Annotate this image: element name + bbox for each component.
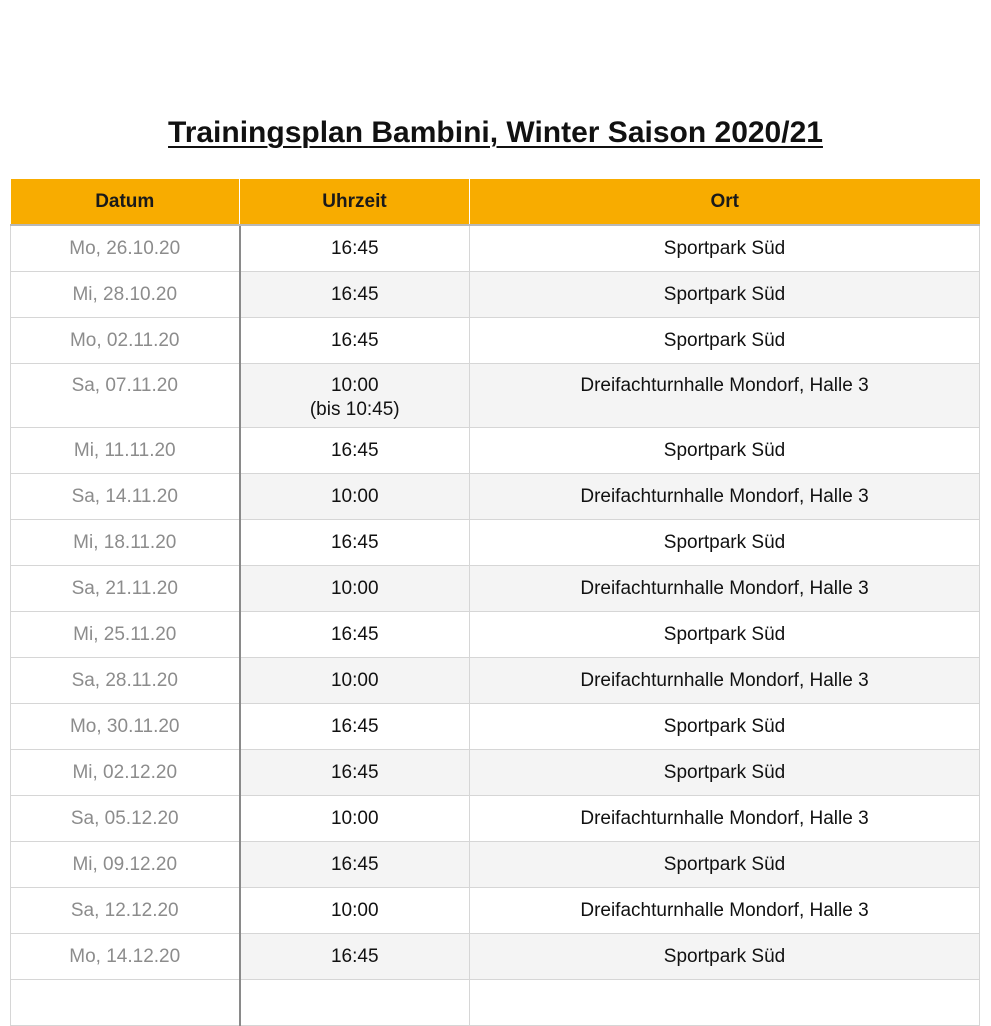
date-cell: Mi, 18.11.20 <box>11 520 240 566</box>
place-cell: Sportpark Süd <box>470 520 980 566</box>
date-cell: Mo, 02.11.20 <box>11 318 240 364</box>
time-cell: 16:45 <box>240 842 470 888</box>
table-header <box>11 179 980 225</box>
table-row <box>11 612 980 658</box>
time-cell <box>240 980 470 1026</box>
table-row <box>11 225 980 272</box>
date-cell: Sa, 05.12.20 <box>11 796 240 842</box>
place-cell: Sportpark Süd <box>470 225 980 272</box>
place-cell: Dreifachturnhalle Mondorf, Halle 3 <box>470 364 980 428</box>
place-cell: Dreifachturnhalle Mondorf, Halle 3 <box>470 474 980 520</box>
table-row <box>11 318 980 364</box>
date-cell: Sa, 12.12.20 <box>11 888 240 934</box>
header-ort: Ort <box>470 179 980 225</box>
place-cell: Sportpark Süd <box>470 428 980 474</box>
table-row <box>11 842 980 888</box>
time-cell: 10:00 <box>240 658 470 704</box>
table-row-empty <box>11 980 980 1026</box>
table-body <box>11 225 980 1026</box>
date-cell: Sa, 21.11.20 <box>11 566 240 612</box>
place-cell: Sportpark Süd <box>470 934 980 980</box>
date-cell: Sa, 14.11.20 <box>11 474 240 520</box>
time-cell: 10:00 <box>240 796 470 842</box>
time-cell: 10:00 <box>240 474 470 520</box>
place-cell: Dreifachturnhalle Mondorf, Halle 3 <box>470 658 980 704</box>
header-uhrzeit: Uhrzeit <box>240 179 470 225</box>
date-cell: Mi, 11.11.20 <box>11 428 240 474</box>
time-cell <box>240 364 470 428</box>
date-cell: Sa, 28.11.20 <box>11 658 240 704</box>
date-cell: Mo, 26.10.20 <box>11 225 240 272</box>
table-row <box>11 428 980 474</box>
page-title: Trainingsplan Bambini, Winter Saison 2020/21 <box>168 116 823 149</box>
place-cell: Sportpark Süd <box>470 318 980 364</box>
date-cell: Sa, 07.11.20 <box>11 364 240 428</box>
time-value: 10:00 <box>330 375 379 396</box>
table-row <box>11 796 980 842</box>
place-cell: Sportpark Süd <box>470 612 980 658</box>
time-cell: 16:45 <box>240 318 470 364</box>
date-cell: Mo, 14.12.20 <box>11 934 240 980</box>
table-row <box>11 272 980 318</box>
time-cell: 16:45 <box>240 520 470 566</box>
time-cell: 16:45 <box>240 272 470 318</box>
table-row <box>11 520 980 566</box>
date-cell: Mi, 09.12.20 <box>11 842 240 888</box>
table-row <box>11 474 980 520</box>
table-row <box>11 750 980 796</box>
place-cell: Dreifachturnhalle Mondorf, Halle 3 <box>470 796 980 842</box>
date-cell: Mo, 30.11.20 <box>11 704 240 750</box>
place-cell <box>470 980 980 1026</box>
time-cell: 10:00 <box>240 888 470 934</box>
time-cell: 16:45 <box>240 934 470 980</box>
place-cell: Sportpark Süd <box>470 842 980 888</box>
place-cell: Sportpark Süd <box>470 272 980 318</box>
time-note: (bis 10:45) <box>309 399 400 420</box>
place-cell: Dreifachturnhalle Mondorf, Halle 3 <box>470 566 980 612</box>
date-cell: Mi, 02.12.20 <box>11 750 240 796</box>
place-cell: Sportpark Süd <box>470 750 980 796</box>
place-cell: Dreifachturnhalle Mondorf, Halle 3 <box>470 888 980 934</box>
table-row <box>11 934 980 980</box>
table-row <box>11 888 980 934</box>
table-row <box>11 566 980 612</box>
date-cell: Mi, 25.11.20 <box>11 612 240 658</box>
time-cell: 16:45 <box>240 704 470 750</box>
table-row <box>11 364 980 428</box>
header-row <box>11 179 980 225</box>
place-cell: Sportpark Süd <box>470 704 980 750</box>
training-schedule-table <box>10 179 980 1026</box>
time-cell: 16:45 <box>240 225 470 272</box>
time-cell: 16:45 <box>240 612 470 658</box>
time-cell: 16:45 <box>240 750 470 796</box>
header-datum: Datum <box>11 179 240 225</box>
date-cell <box>11 980 240 1026</box>
table-row <box>11 704 980 750</box>
time-cell: 16:45 <box>240 428 470 474</box>
date-cell: Mi, 28.10.20 <box>11 272 240 318</box>
table-row <box>11 658 980 704</box>
time-cell: 10:00 <box>240 566 470 612</box>
